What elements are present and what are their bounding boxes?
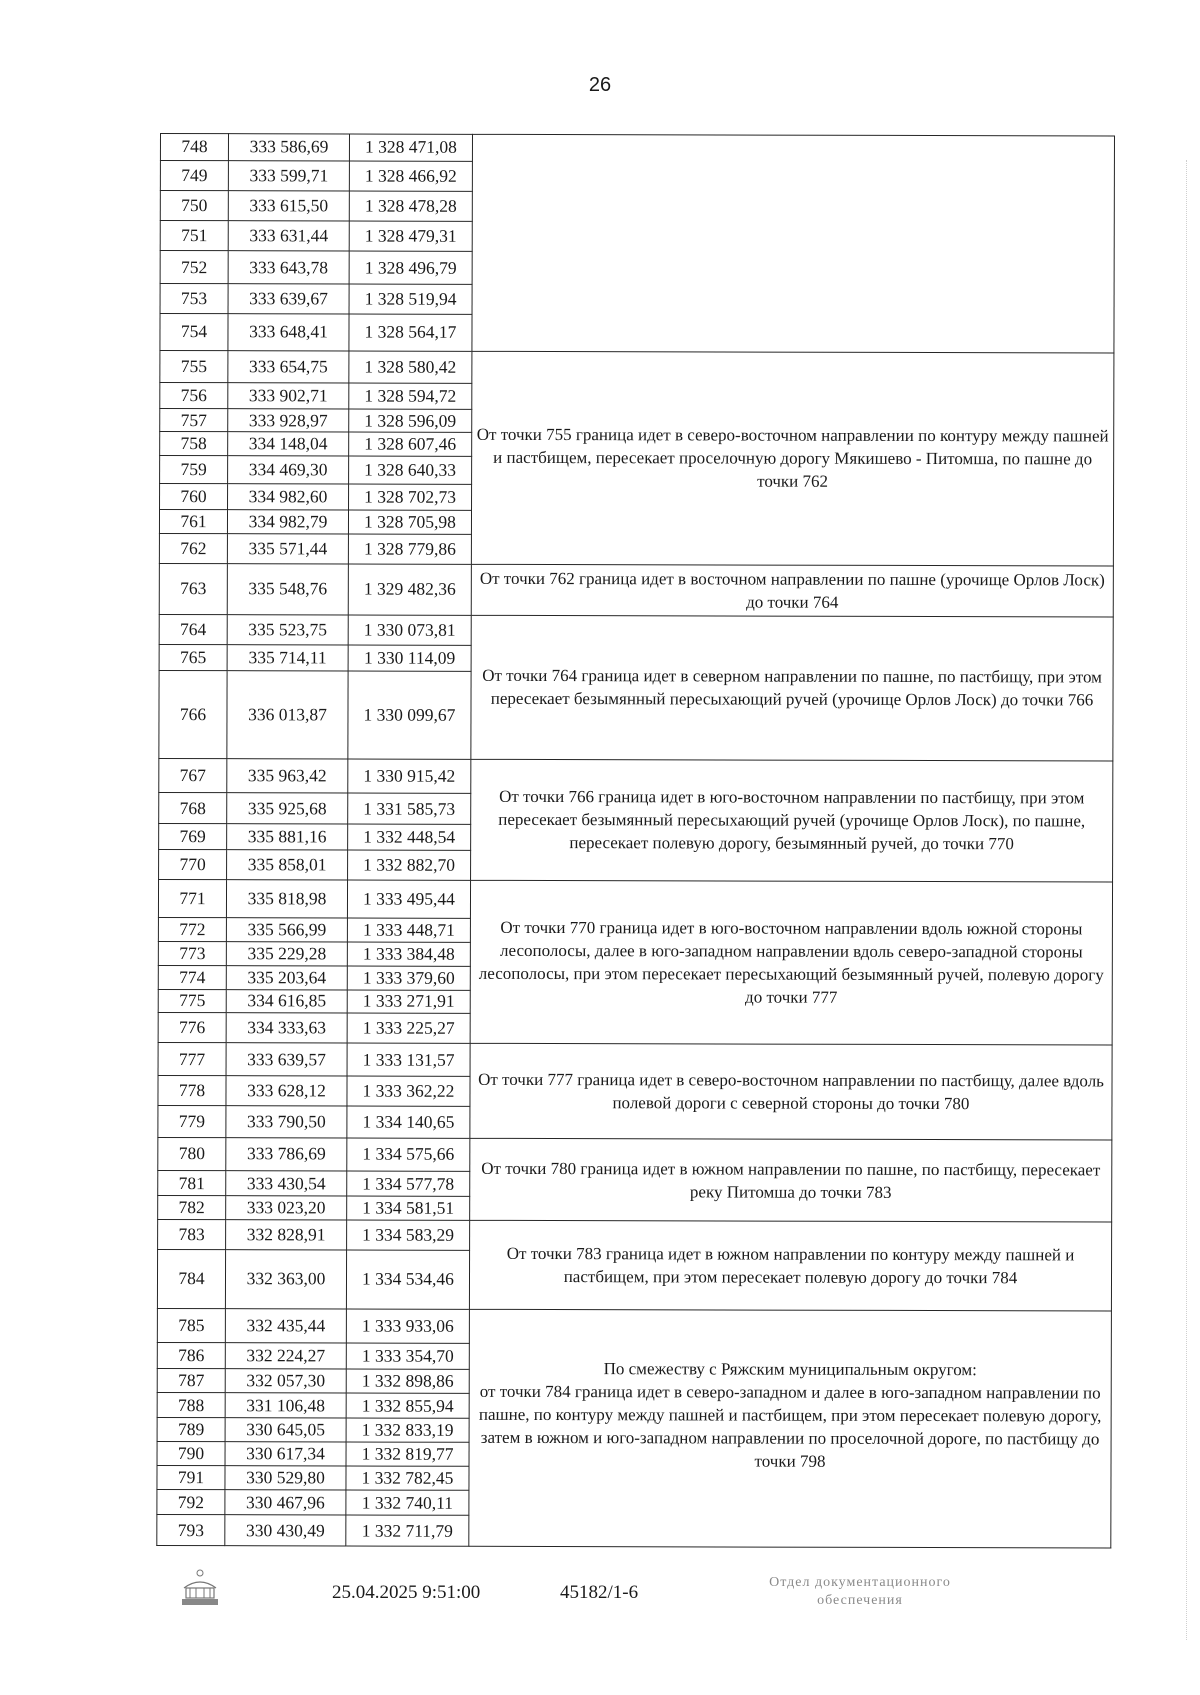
coordinate-x-cell: 335 858,01 [227,849,348,879]
description-heading: По смежеству с Ряжским муниципальным округом: [603,1359,977,1380]
point-number-cell: 781 [158,1170,226,1196]
description-text: От точки 764 граница идет в северном направлении по пашне, по пастбищу, при этом пересекает безымянный пересыхающий ручей (урочище Орлов Лоск) до точки 766 [482,666,1102,710]
coordinate-x-cell: 335 963,42 [227,759,348,794]
coordinate-y-cell: 1 332 819,77 [346,1442,469,1466]
coordinate-x-cell: 334 469,30 [228,456,349,484]
coordinate-x-cell: 330 617,34 [225,1442,346,1466]
boundary-description-cell [469,1309,1112,1548]
point-number-cell: 784 [157,1250,225,1308]
point-number-cell: 786 [157,1343,225,1369]
point-number-cell: 785 [157,1308,225,1343]
coordinate-y-cell: 1 332 898,86 [346,1369,469,1393]
description-text [477,243,1110,245]
point-number-cell: 791 [157,1465,225,1489]
coordinates-table [156,133,1115,1548]
point-number-cell: 767 [159,758,227,793]
footer-document-number: 45182/1-6 [560,1582,639,1603]
coordinate-x-cell: 333 631,44 [228,221,349,251]
coordinate-y-cell: 1 332 448,54 [348,824,471,850]
coordinate-y-cell: 1 329 482,36 [348,564,471,615]
coordinate-x-cell: 333 643,78 [228,251,349,284]
coordinate-y-cell: 1 334 577,78 [347,1171,470,1197]
point-number-cell: 782 [158,1196,226,1220]
coordinate-y-cell: 1 333 379,60 [347,966,470,990]
point-number-cell: 783 [158,1220,226,1250]
description-text: От точки 780 граница идет в южном направлении по пашне, по пастбищу, пересекает реку Питомша до точки 783 [481,1158,1101,1202]
coordinate-x-cell: 333 648,41 [228,314,349,351]
coordinate-y-cell: 1 333 131,57 [347,1043,470,1076]
point-number-cell: 772 [158,918,226,942]
coordinate-y-cell: 1 332 740,11 [346,1490,469,1516]
coordinate-x-cell: 335 548,76 [227,564,348,615]
coordinate-x-cell: 330 529,80 [225,1466,346,1490]
point-number-cell: 764 [159,614,227,644]
boundary-description-cell [472,134,1115,352]
table-row [159,614,1113,647]
coordinate-x-cell: 333 628,12 [226,1075,347,1105]
boundary-description-cell [470,880,1112,1045]
coordinate-x-cell: 333 586,69 [228,134,349,161]
coordinate-y-cell: 1 334 581,51 [347,1196,470,1220]
coordinate-x-cell: 333 430,54 [226,1170,347,1196]
point-number-cell: 757 [160,408,228,432]
coordinate-y-cell: 1 332 833,19 [346,1418,469,1442]
point-number-cell: 790 [157,1442,225,1466]
boundary-description-cell [469,1221,1111,1311]
coordinate-x-cell: 332 057,30 [225,1369,346,1393]
table-row [158,1220,1112,1253]
table-row [158,1043,1112,1078]
point-number-cell: 750 [160,191,228,221]
footer-department-stamp [700,1574,1020,1610]
coordinate-y-cell: 1 332 711,79 [346,1515,469,1546]
coordinate-y-cell: 1 328 519,94 [349,284,472,314]
coordinate-x-cell: 335 571,44 [227,533,348,563]
point-number-cell: 780 [158,1138,226,1171]
coordinate-x-cell: 334 982,79 [227,510,348,534]
coordinate-y-cell: 1 333 225,27 [347,1013,470,1043]
description-text: от точки 784 граница идет в северо-западном и далее в юго-западном направлении по пашне, по контуру между пашней и пастбищем, при этом пересекает полевую дорогу, затем в южном и юго-западном направлении по проселочной дороге, по пастбищу до точки 798 [478,1382,1102,1472]
coordinate-x-cell: 334 616,85 [226,989,347,1013]
coordinate-y-cell: 1 331 585,73 [348,793,471,823]
point-number-cell: 773 [158,942,226,966]
coordinate-x-cell: 334 982,60 [228,484,349,510]
coordinate-x-cell: 333 639,67 [228,283,349,313]
point-number-cell: 761 [159,510,227,534]
coordinate-y-cell: 1 328 466,92 [349,161,472,191]
coordinate-x-cell: 335 818,98 [226,879,347,918]
boundary-description-cell [471,351,1114,566]
table-row [159,758,1113,795]
page-number: 26 [588,74,612,96]
point-number-cell: 789 [157,1418,225,1442]
description-text: От точки 770 граница идет в юго-восточном направлении вдоль южной стороны лесополосы, далее в юго-западном направлении вдоль северо-западной стороны лесополосы, при этом пересекает пересыхающий безымянный ручей, полевую дорогу до точки 777 [478,917,1104,1007]
point-number-cell: 752 [160,251,228,284]
boundary-description-cell [471,759,1113,881]
coordinate-y-cell: 1 333 271,91 [347,990,470,1014]
coordinate-x-cell: 335 925,68 [227,793,348,823]
coordinate-y-cell: 1 328 705,98 [348,510,471,534]
table-row [158,879,1112,920]
point-number-cell: 765 [159,644,227,670]
coordinates-table-wrapper [156,133,1114,1548]
table-row [159,563,1113,616]
coordinate-y-cell: 1 333 495,44 [347,880,470,919]
boundary-description-cell [470,1044,1112,1141]
coordinate-y-cell: 1 328 471,08 [349,134,472,161]
coordinate-y-cell: 1 328 640,33 [349,456,472,484]
coordinate-y-cell: 1 328 607,46 [349,432,472,456]
coordinate-x-cell: 332 224,27 [225,1343,346,1369]
description-text: От точки 755 граница идет в северо-восточном направлении по контуру между пашней и пастбищем, пересекает проселочную дорогу Мякишево - Питомша, по пашне до точки 762 [476,425,1109,492]
coordinate-x-cell: 330 645,05 [225,1418,346,1442]
coordinate-x-cell: 334 148,04 [228,432,349,456]
coordinate-y-cell: 1 328 478,28 [349,191,472,221]
point-number-cell: 762 [159,533,227,563]
table-row [158,1138,1112,1173]
coordinate-x-cell: 330 430,49 [225,1515,346,1546]
boundary-description-cell [470,1139,1112,1223]
coordinate-y-cell: 1 334 534,46 [346,1250,469,1309]
coordinate-y-cell: 1 328 564,17 [349,314,472,351]
coordinate-x-cell: 335 229,28 [226,942,347,966]
coordinate-x-cell: 332 435,44 [225,1308,346,1343]
coordinate-x-cell: 332 363,00 [225,1250,346,1309]
point-number-cell: 776 [158,1013,226,1043]
point-number-cell: 774 [158,965,226,989]
coordinate-x-cell: 335 523,75 [227,614,348,644]
coordinate-x-cell: 335 566,99 [226,918,347,942]
coordinate-y-cell: 1 333 933,06 [346,1309,469,1344]
description-text: От точки 762 граница идет в восточном направлении по пашне (урочище Орлов Лоск) до точки 764 [479,568,1105,612]
point-number-cell: 777 [158,1043,226,1076]
point-number-cell: 788 [157,1392,225,1418]
point-number-cell: 756 [160,382,228,408]
boundary-description-cell [471,615,1113,761]
table-row [157,1308,1111,1345]
point-number-cell: 775 [158,989,226,1013]
coordinate-y-cell: 1 333 384,48 [347,942,470,966]
coordinate-y-cell: 1 332 882,70 [348,850,471,880]
point-number-cell: 758 [160,432,228,456]
point-number-cell: 759 [160,456,228,484]
coordinate-x-cell: 333 928,97 [228,408,349,432]
description-text: От точки 777 граница идет в северо-восточном направлении по пастбищу, далее вдоль полевой дороги с северной стороны до точки 780 [478,1070,1104,1114]
coordinate-x-cell: 332 828,91 [226,1220,347,1250]
coordinate-y-cell: 1 328 594,72 [349,383,472,409]
coordinate-y-cell: 1 334 140,65 [347,1106,470,1139]
description-text: От точки 783 граница идет в южном направлении по контуру между пашней и пастбищем, при этом пересекает полевую дорогу до точки 784 [506,1243,1075,1288]
coordinate-y-cell: 1 333 362,22 [347,1076,470,1106]
coordinate-y-cell: 1 330 114,09 [348,645,471,671]
coordinate-x-cell: 333 615,50 [228,191,349,221]
coordinate-x-cell: 333 023,20 [226,1196,347,1220]
point-number-cell: 778 [158,1075,226,1105]
coordinate-y-cell: 1 328 702,73 [349,484,472,510]
table-row [160,134,1114,163]
coordinate-x-cell: 333 599,71 [228,161,349,191]
point-number-cell: 763 [159,563,227,614]
point-number-cell: 771 [158,879,226,918]
point-number-cell: 766 [159,670,227,759]
coordinate-y-cell: 1 328 496,79 [349,251,472,284]
point-number-cell: 753 [160,283,228,313]
point-number-cell: 751 [160,221,228,251]
table-row [160,350,1114,385]
coordinate-y-cell: 1 330 915,42 [348,759,471,794]
coordinate-x-cell: 335 714,11 [227,644,348,670]
coordinate-x-cell: 331 106,48 [225,1392,346,1418]
coordinate-x-cell: 333 639,57 [226,1043,347,1076]
point-number-cell: 749 [160,160,228,190]
coordinate-y-cell: 1 332 782,45 [346,1466,469,1490]
coordinate-x-cell: 335 881,16 [227,823,348,849]
point-number-cell: 760 [160,484,228,510]
coordinate-y-cell: 1 328 580,42 [349,351,472,384]
point-number-cell: 748 [160,134,228,161]
coordinate-x-cell: 333 790,50 [226,1106,347,1139]
emblem-icon [178,1568,222,1608]
coordinate-y-cell: 1 333 354,70 [346,1343,469,1369]
point-number-cell: 793 [157,1515,225,1546]
point-number-cell: 787 [157,1368,225,1392]
coordinate-y-cell: 1 328 596,09 [349,409,472,433]
coordinate-y-cell: 1 333 448,71 [347,918,470,942]
boundary-description-cell [471,564,1113,616]
footer-date: 25.04.2025 9:51:00 [332,1582,481,1603]
coordinate-y-cell: 1 328 779,86 [348,534,471,564]
coordinate-y-cell: 1 334 575,66 [347,1138,470,1171]
coordinate-y-cell: 1 330 073,81 [348,615,471,645]
coordinate-x-cell: 333 786,69 [226,1138,347,1171]
coordinate-y-cell: 1 330 099,67 [348,671,471,760]
point-number-cell: 754 [160,313,228,350]
coordinate-y-cell: 1 328 479,31 [349,221,472,251]
coordinate-x-cell: 333 902,71 [228,383,349,409]
point-number-cell: 755 [160,350,228,383]
footer-dept-line1: Отдел документационного [769,1575,951,1590]
point-number-cell: 779 [158,1105,226,1138]
coordinate-y-cell: 1 332 855,94 [346,1393,469,1419]
coordinate-x-cell: 333 654,75 [228,350,349,383]
footer-dept-line2: обеспечения [817,1593,903,1608]
coordinate-y-cell: 1 334 583,29 [347,1220,470,1250]
point-number-cell: 768 [159,793,227,823]
coordinate-x-cell: 335 203,64 [226,966,347,990]
point-number-cell: 769 [159,823,227,849]
coordinate-x-cell: 330 467,96 [225,1489,346,1515]
scan-edge-marks [1186,160,1191,1640]
description-text: От точки 766 граница идет в юго-восточном направлении по пастбищу, при этом пересекает безымянный пересыхающий ручей (урочище Орлов Лоск), по пашне, пересекает полевую дорогу, безымянный ручей, до точки 770 [498,787,1086,854]
coordinate-x-cell: 334 333,63 [226,1013,347,1043]
coordinate-x-cell: 336 013,87 [227,670,348,759]
point-number-cell: 792 [157,1489,225,1515]
point-number-cell: 770 [159,849,227,879]
